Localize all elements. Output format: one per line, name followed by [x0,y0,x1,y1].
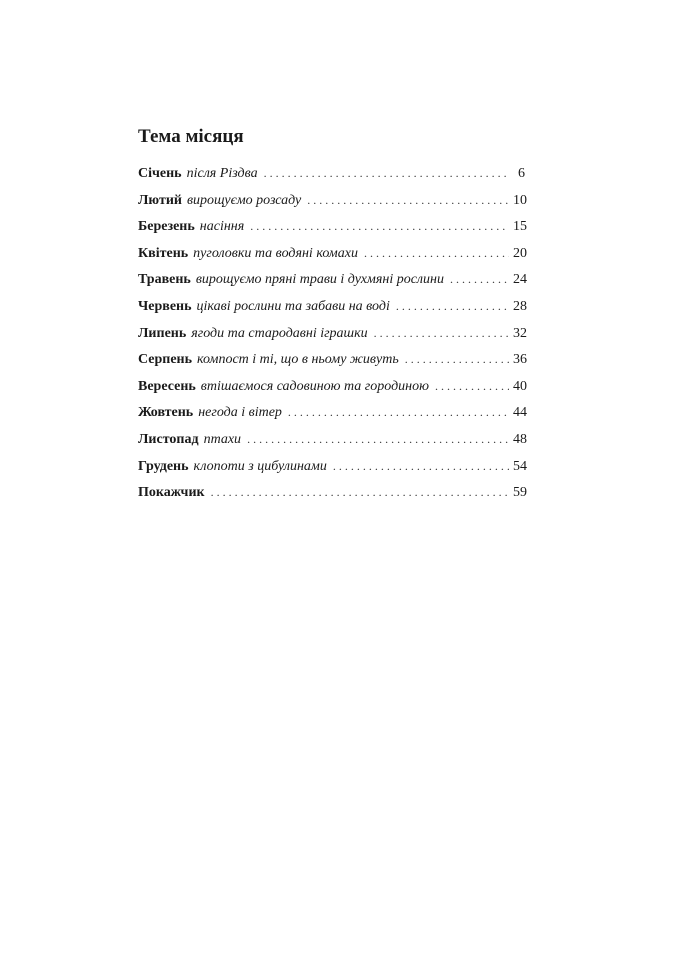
toc-entry-subtitle: вирощуємо пряні трави і духмяні рослини [195,272,444,288]
toc-dot-leader [307,190,509,210]
toc-entry-month: Листопад [138,431,199,447]
toc-entry-month: Жовтень [138,405,194,421]
toc-dot-leader [264,163,509,183]
toc-dot-leader [450,269,509,289]
toc-entry-month: Серпень [138,352,193,368]
toc-entry-subtitle: цікаві рослини та забави на воді [196,298,390,314]
toc-title: Тема місяця [138,126,244,147]
toc-entry-page: 59 [513,485,527,501]
toc-dot-leader [247,429,509,449]
toc-entry[interactable] [138,190,525,217]
toc-entry-month: Січень [138,166,182,181]
toc-entry-subtitle: після Різдва [186,166,258,181]
toc-entry-month: Травень [138,272,191,288]
toc-entry-page: 48 [513,431,527,447]
toc-entry[interactable] [138,402,525,429]
toc-dot-leader [374,323,509,343]
toc-dot-leader [405,349,509,369]
toc-entry-month: Червень [138,298,192,314]
toc-entry-subtitle: вирощуємо розсаду [186,192,302,208]
toc-entry[interactable] [138,163,525,190]
toc-dot-leader [288,402,509,422]
toc-entry-page: 15 [513,219,527,235]
toc-entry-page: 54 [513,458,527,474]
toc-entry-month: Березень [138,219,195,235]
table-of-contents [138,125,525,509]
toc-entry-page: 6 [518,166,525,181]
toc-entry-month: Липень [138,325,187,341]
toc-entry-month: Вересень [138,378,196,394]
toc-entry-page: 40 [513,378,527,394]
toc-entry[interactable] [138,349,525,376]
toc-entry-subtitle: ягоди та стародавні іграшки [191,325,368,341]
toc-dot-leader [333,456,509,476]
toc-entry-page: 36 [513,352,527,368]
toc-entry-subtitle: насіння [199,219,245,235]
toc-dot-leader [211,482,509,502]
toc-entry-page: 32 [513,325,527,341]
toc-entry-month: Квітень [138,245,189,261]
toc-entry-page: 10 [513,192,527,208]
toc-dot-leader [364,243,509,263]
toc-entry-subtitle: пуголовки та водяні комахи [193,245,358,261]
toc-entry[interactable] [138,323,525,350]
toc-entry-subtitle: птахи [203,431,242,447]
toc-entry[interactable] [138,243,525,270]
toc-entry-subtitle: втішаємося садовиною та городиною [200,378,429,394]
toc-entry-month: Покажчик [138,485,205,501]
toc-dot-leader [250,216,509,236]
toc-dot-leader [435,376,509,396]
toc-entry-subtitle: компост і ті, що в ньому живуть [197,352,399,368]
toc-entry[interactable] [138,376,525,403]
toc-entry-subtitle: клопоти з цибулинами [193,458,327,474]
toc-entry[interactable] [138,429,525,456]
toc-entry-month: Лютий [138,192,182,208]
toc-entry[interactable] [138,482,525,509]
toc-entry[interactable] [138,456,525,483]
toc-entry-subtitle: негода і вітер [198,405,282,421]
toc-entry-page: 28 [513,298,527,314]
toc-entry[interactable] [138,296,525,323]
toc-entry-page: 44 [513,405,527,421]
toc-entry-month: Грудень [138,458,189,474]
toc-dot-leader [396,296,509,316]
toc-entry-page: 24 [513,272,527,288]
toc-entry[interactable] [138,216,525,243]
toc-entry-page: 20 [513,245,527,261]
toc-list [138,163,525,509]
toc-entry[interactable] [138,269,525,296]
